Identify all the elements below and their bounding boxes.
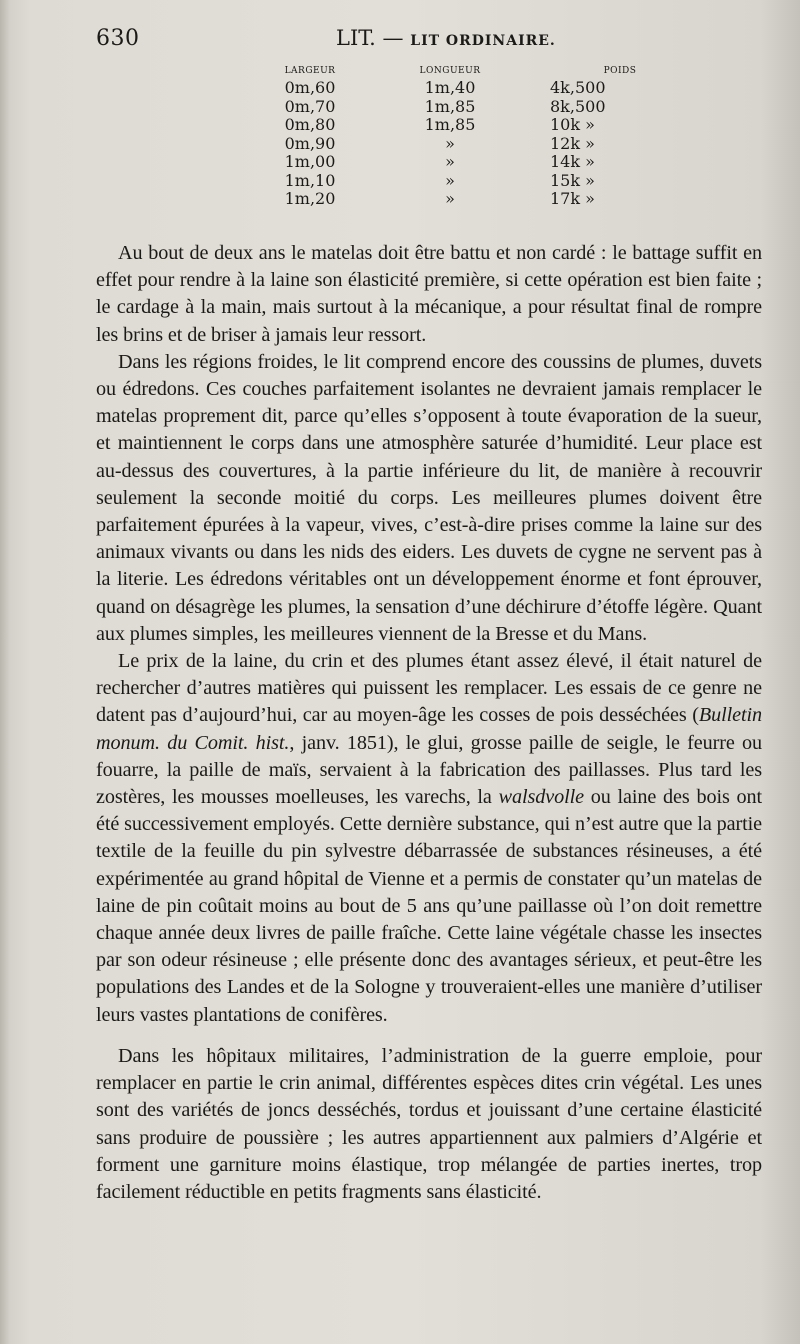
foreign-term: walsdvolle — [498, 786, 584, 809]
cell-poids: 17k » — [550, 189, 595, 208]
table-row — [240, 172, 690, 191]
cell-poids: 14k » — [550, 152, 595, 171]
column-header-longueur: LONGUEUR — [419, 66, 481, 76]
paragraph — [96, 648, 762, 1029]
body-text — [96, 240, 762, 1206]
column-header-largeur: LARGEUR — [284, 66, 336, 76]
page-number: 630 — [96, 26, 140, 51]
cell-longueur: » — [445, 133, 455, 153]
paragraph — [96, 349, 762, 648]
cell-poids: 15k » — [550, 170, 595, 190]
cell-poids: 8k,500 — [550, 96, 606, 116]
running-head — [96, 26, 762, 56]
title-sub: LIT ORDINAIRE. — [410, 33, 556, 49]
paragraph-text: Le prix de la laine, du crin et des plumes étant assez élevé, il était naturel de rechercher d’autres matières qui puissent les remplacer. Les essais de ce genre ne datent pas d’aujourd’hui, car au moyen-âge les cosses de pois desséchées ( — [96, 650, 762, 727]
paragraph-text: Au bout de deux ans le matelas doit être battu et non cardé : le battage suffit en effet pour rendre à la laine son élasticité première, si cette opération est bien faite ; le cardage à la main, mais surtout à la mécanique, a pour résultat final de rompre les brins et de briser à jamais leur ressort. — [96, 242, 762, 346]
paragraph — [96, 1043, 762, 1206]
dimensions-table — [240, 66, 690, 209]
cell-longueur: » — [445, 152, 455, 171]
table-row — [240, 98, 690, 117]
table-row — [240, 116, 690, 135]
cell-poids: 12k » — [550, 133, 595, 153]
citation-title: Bulletin monum. du Comit. hist. — [96, 704, 762, 754]
table-row — [240, 135, 690, 154]
title-main: LIT. — [336, 26, 376, 50]
paragraph-text: Dans les régions froides, le lit comprend encore des coussins de plumes, duvets ou édredons. Ces couches parfaitement isolantes ne devraient jamais remplacer le matelas proprement dit, parce qu’elles s’opposent à toute évaporation de la sueur, et maintiennent le corps dans une atmosphère saturée d’humidité. Leur place est au-dessus des couvertures, à la partie inférieure du lit, de manière à recouvrir seulement la seconde moitié du corps. Les meilleures plumes doivent être parfaitement épurées à la vapeur, vives, c’est-à-dire prises comme la laine sur des animaux vivants ou dans les nids des eiders. Les duvets de cygne ne servent pas à la literie. Les édredons véritables ont un développement énorme et font éprouver, quand on désagrège les plumes, la sensation d’une déchirure d’étoffe légère. Quant aux plumes simples, les meilleures viennent de la Bresse et du Mans. — [96, 350, 762, 645]
cell-largeur: 0m,70 — [284, 96, 336, 116]
cell-longueur: » — [445, 170, 455, 190]
cell-poids: 10k » — [550, 115, 595, 134]
running-title — [336, 26, 556, 50]
paragraph-text: Dans les hôpitaux militaires, l’administration de la guerre emploie, pour remplacer en partie le crin animal, différentes espèces dites crin végétal. Les unes sont des variétés de joncs desséchés, tordus et jouissant d’une certaine élasticité sans produire de poussière ; les autres appartiennent aux palmiers d’Algérie et forment une garniture moins élastique, trop mélangée de parties inertes, trop facilement réductible en petits fragments sans élasticité. — [96, 1044, 762, 1203]
cell-longueur: » — [445, 189, 455, 208]
column-header-poids: POIDS — [603, 66, 637, 76]
paragraph — [96, 240, 762, 349]
table-row — [240, 79, 690, 98]
title-dash: — — [382, 26, 404, 50]
paragraph-text: ou laine des bois ont été successivement employés. Cette dernière substance, qui n’est autre que la partie textile de la feuille du pin sylvestre débarrassée de substances résineuses, a été expérimentée au grand hôpital de Vienne et a permis de constater qu’un matelas de laine de pin coûtait moins au bout de 5 ans qu’une paillasse où l’on doit remettre chaque année deux livres de paille fraîche. Cette laine végétale chasse les insectes par son odeur résineuse ; elle présente donc des avantages sérieux, et peut-être les populations des Landes et de la Sologne y trouveraient-elles une manière d’utiliser leurs vastes plantations de conifères. — [96, 786, 762, 1026]
table-row — [240, 153, 690, 172]
cell-largeur: 1m,20 — [284, 189, 336, 208]
cell-longueur: 1m,40 — [424, 78, 476, 97]
paragraph-text: , janv. 1851), le glui, grosse paille de seigle, le feurre ou fouarre, la paille de maïs, servaient à la fabrication des paillasses. Plus tard les zostères, les mousses moelleuses, les varechs, la — [96, 731, 762, 809]
cell-largeur: 0m,60 — [284, 78, 336, 97]
table-row — [240, 190, 690, 209]
cell-largeur: 0m,90 — [284, 133, 336, 153]
cell-largeur: 0m,80 — [284, 115, 336, 134]
cell-largeur: 1m,00 — [284, 152, 336, 171]
cell-longueur: 1m,85 — [424, 96, 476, 116]
cell-poids: 4k,500 — [550, 78, 606, 97]
cell-longueur: 1m,85 — [424, 115, 476, 134]
cell-largeur: 1m,10 — [284, 170, 336, 190]
